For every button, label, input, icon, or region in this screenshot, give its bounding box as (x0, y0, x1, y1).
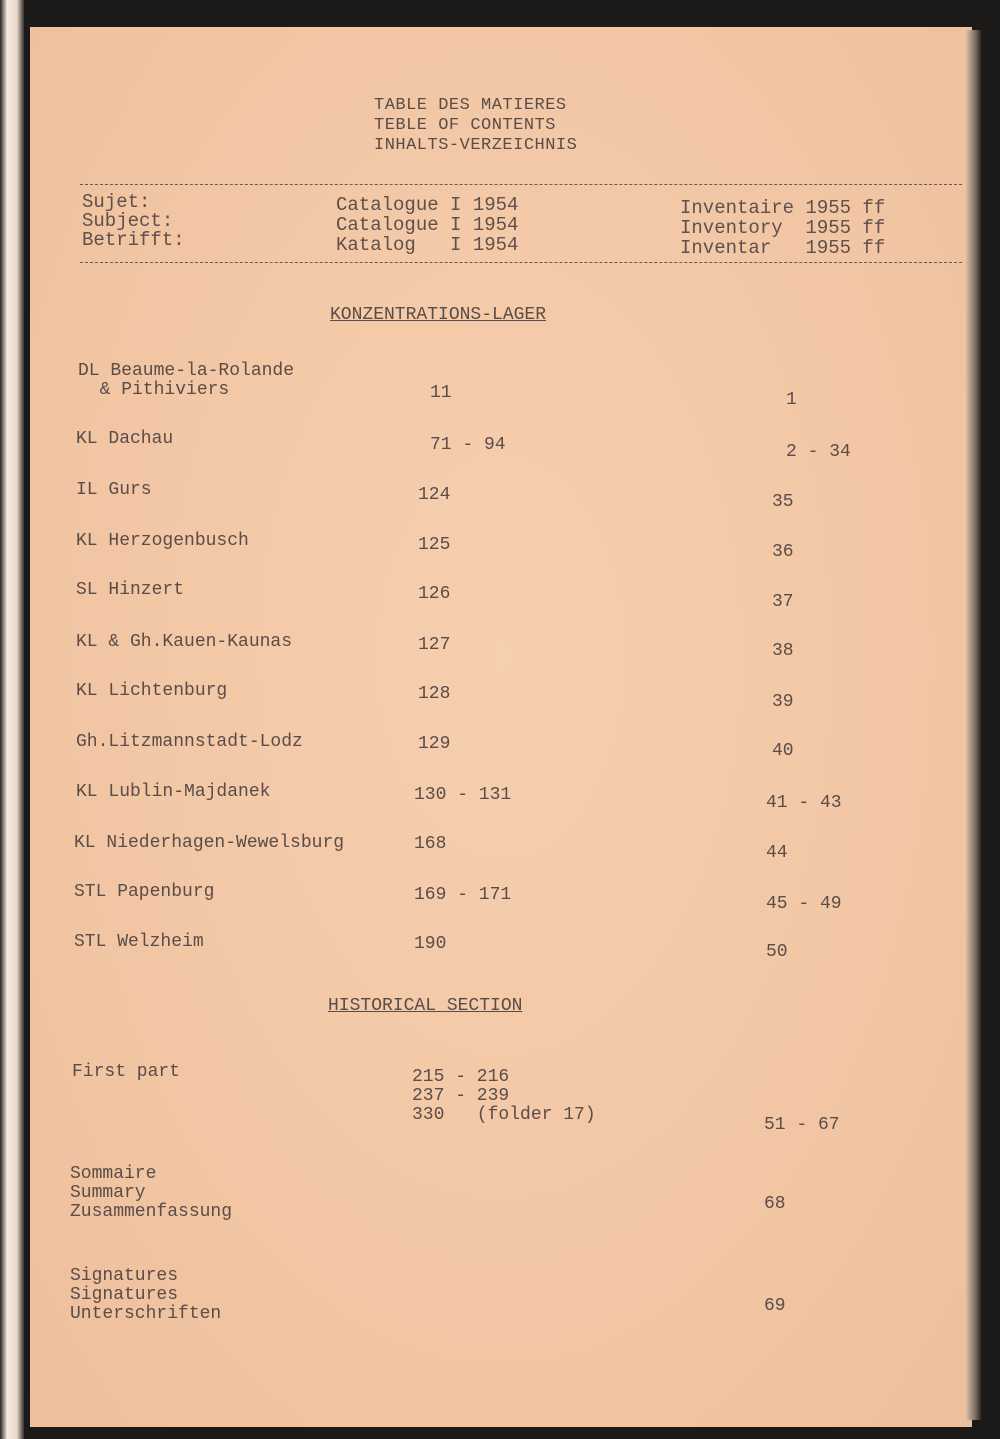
camp-catalogue: 129 (418, 734, 451, 754)
history-inventory: 69 (764, 1296, 786, 1316)
camp-inventory: 50 (766, 942, 788, 962)
camp-catalogue: 190 (414, 934, 447, 954)
page-edge (966, 30, 982, 1420)
book-spine (0, 0, 24, 1439)
inventory-header-fr: Inventaire 1955 ff (680, 197, 886, 219)
history-name: First part (72, 1062, 181, 1082)
camp-catalogue: 128 (418, 684, 451, 704)
camp-inventory: 37 (772, 592, 794, 612)
inventory-header-en: Inventory 1955 ff (680, 217, 886, 239)
title-french: TABLE DES MATIERES (374, 96, 567, 115)
camps-section-title: KONZENTRATIONS-LAGER (330, 305, 547, 325)
history-name: Sommaire Summary Zusammenfassung (70, 1164, 233, 1222)
history-name: Signatures Signatures Unterschriften (70, 1266, 222, 1324)
camp-name: KL Lublin-Majdanek (76, 782, 271, 802)
camp-inventory: 45 - 49 (766, 894, 842, 914)
camp-inventory: 41 - 43 (766, 793, 842, 813)
catalogue-header-en: Catalogue I 1954 (336, 214, 519, 236)
camp-catalogue: 11 (430, 383, 452, 403)
camp-catalogue: 127 (418, 635, 451, 655)
history-inventory: 51 - 67 (764, 1115, 840, 1135)
header-bottom-rule (80, 262, 962, 263)
subject-label-de: Betrifft: (82, 229, 185, 251)
subject-label-fr: Sujet: (82, 191, 151, 213)
camp-name: KL Herzogenbusch (76, 531, 249, 551)
history-section-title: HISTORICAL SECTION (328, 996, 523, 1016)
camp-name: DL Beaume-la-Rolande & Pithiviers (78, 361, 295, 400)
camp-catalogue: 125 (418, 535, 451, 555)
catalogue-header-de: Katalog I 1954 (336, 234, 519, 256)
camp-inventory: 2 - 34 (786, 442, 851, 462)
camp-inventory: 38 (772, 641, 794, 661)
header-top-rule (80, 184, 962, 185)
title-german: INHALTS-VERZEICHNIS (374, 136, 578, 155)
inventory-header-de: Inventar 1955 ff (680, 237, 886, 259)
camp-inventory: 44 (766, 843, 788, 863)
camp-name: STL Welzheim (74, 932, 204, 952)
camp-catalogue: 130 - 131 (414, 785, 512, 805)
camp-name: KL & Gh.Kauen-Kaunas (76, 632, 293, 652)
camp-inventory: 39 (772, 692, 794, 712)
camp-name: SL Hinzert (76, 580, 185, 600)
camp-name: KL Lichtenburg (76, 681, 228, 701)
catalogue-header-fr: Catalogue I 1954 (336, 194, 519, 216)
camp-catalogue: 124 (418, 485, 451, 505)
history-catalogue: 215 - 216 237 - 239 330 (folder 17) (412, 1067, 596, 1125)
title-english: TEBLE OF CONTENTS (374, 116, 556, 135)
camp-inventory: 36 (772, 542, 794, 562)
camp-catalogue: 168 (414, 834, 447, 854)
subject-label-en: Subject: (82, 210, 174, 232)
camp-catalogue: 71 - 94 (430, 435, 506, 455)
camp-inventory: 35 (772, 492, 794, 512)
camp-inventory: 40 (772, 741, 794, 761)
history-inventory: 68 (764, 1194, 786, 1214)
camp-catalogue: 126 (418, 584, 451, 604)
camp-inventory: 1 (786, 390, 797, 410)
camp-catalogue: 169 - 171 (414, 885, 512, 905)
camp-name: STL Papenburg (74, 882, 215, 902)
camp-name: IL Gurs (76, 480, 152, 500)
camp-name: Gh.Litzmannstadt-Lodz (76, 732, 303, 752)
camp-name: KL Dachau (76, 429, 174, 449)
camp-name: KL Niederhagen-Wewelsburg (74, 833, 345, 853)
